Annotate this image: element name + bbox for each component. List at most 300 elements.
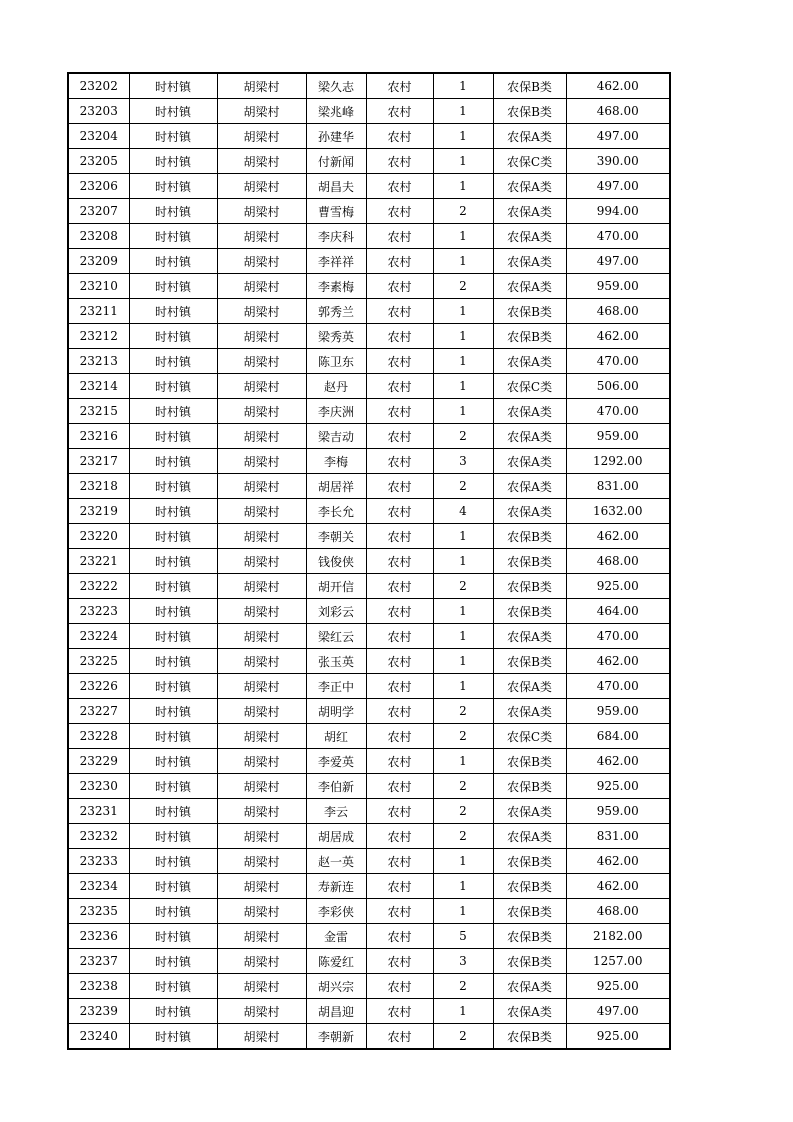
village-cell: 胡梁村 xyxy=(217,824,306,849)
town-cell: 时村镇 xyxy=(129,899,217,924)
amount-cell: 468.00 xyxy=(566,549,670,574)
amount-cell: 497.00 xyxy=(566,999,670,1024)
area-type-cell: 农村 xyxy=(366,874,433,899)
record-id-cell: 23228 xyxy=(68,724,129,749)
category-cell: 农保A类 xyxy=(493,224,566,249)
amount-cell: 831.00 xyxy=(566,474,670,499)
name-cell: 李祥祥 xyxy=(306,249,366,274)
town-cell: 时村镇 xyxy=(129,949,217,974)
name-cell: 陈卫东 xyxy=(306,349,366,374)
table-row xyxy=(68,399,670,424)
record-id-cell: 23211 xyxy=(68,299,129,324)
table-row xyxy=(68,674,670,699)
record-id-cell: 23227 xyxy=(68,699,129,724)
table-row xyxy=(68,174,670,199)
category-cell: 农保B类 xyxy=(493,924,566,949)
amount-cell: 959.00 xyxy=(566,799,670,824)
name-cell: 李朝新 xyxy=(306,1024,366,1050)
record-id-cell: 23214 xyxy=(68,374,129,399)
amount-cell: 470.00 xyxy=(566,349,670,374)
name-cell: 金雷 xyxy=(306,924,366,949)
name-cell: 李伯新 xyxy=(306,774,366,799)
area-type-cell: 农村 xyxy=(366,399,433,424)
record-id-cell: 23233 xyxy=(68,849,129,874)
name-cell: 胡红 xyxy=(306,724,366,749)
area-type-cell: 农村 xyxy=(366,299,433,324)
record-id-cell: 23218 xyxy=(68,474,129,499)
record-id-cell: 23224 xyxy=(68,624,129,649)
household-size-cell: 1 xyxy=(433,999,493,1024)
record-id-cell: 23219 xyxy=(68,499,129,524)
village-cell: 胡梁村 xyxy=(217,149,306,174)
village-cell: 胡梁村 xyxy=(217,724,306,749)
name-cell: 胡居祥 xyxy=(306,474,366,499)
category-cell: 农保A类 xyxy=(493,699,566,724)
record-id-cell: 23205 xyxy=(68,149,129,174)
category-cell: 农保A类 xyxy=(493,999,566,1024)
name-cell: 付新闻 xyxy=(306,149,366,174)
household-size-cell: 2 xyxy=(433,799,493,824)
area-type-cell: 农村 xyxy=(366,749,433,774)
village-cell: 胡梁村 xyxy=(217,349,306,374)
amount-cell: 1632.00 xyxy=(566,499,670,524)
table-row xyxy=(68,149,670,174)
amount-cell: 468.00 xyxy=(566,99,670,124)
amount-cell: 497.00 xyxy=(566,174,670,199)
village-cell: 胡梁村 xyxy=(217,799,306,824)
household-size-cell: 1 xyxy=(433,674,493,699)
area-type-cell: 农村 xyxy=(366,99,433,124)
area-type-cell: 农村 xyxy=(366,774,433,799)
category-cell: 农保A类 xyxy=(493,674,566,699)
record-id-cell: 23226 xyxy=(68,674,129,699)
household-size-cell: 1 xyxy=(433,349,493,374)
area-type-cell: 农村 xyxy=(366,624,433,649)
village-cell: 胡梁村 xyxy=(217,374,306,399)
area-type-cell: 农村 xyxy=(366,449,433,474)
record-id-cell: 23217 xyxy=(68,449,129,474)
town-cell: 时村镇 xyxy=(129,249,217,274)
amount-cell: 925.00 xyxy=(566,574,670,599)
category-cell: 农保B类 xyxy=(493,849,566,874)
record-id-cell: 23212 xyxy=(68,324,129,349)
table-row xyxy=(68,974,670,999)
table-row xyxy=(68,299,670,324)
village-cell: 胡梁村 xyxy=(217,974,306,999)
table-row xyxy=(68,274,670,299)
town-cell: 时村镇 xyxy=(129,124,217,149)
category-cell: 农保A类 xyxy=(493,799,566,824)
record-id-cell: 23230 xyxy=(68,774,129,799)
record-id-cell: 23222 xyxy=(68,574,129,599)
household-size-cell: 1 xyxy=(433,249,493,274)
name-cell: 李爱英 xyxy=(306,749,366,774)
area-type-cell: 农村 xyxy=(366,674,433,699)
category-cell: 农保B类 xyxy=(493,899,566,924)
amount-cell: 470.00 xyxy=(566,674,670,699)
village-cell: 胡梁村 xyxy=(217,699,306,724)
household-size-cell: 3 xyxy=(433,449,493,474)
town-cell: 时村镇 xyxy=(129,73,217,99)
amount-cell: 684.00 xyxy=(566,724,670,749)
village-cell: 胡梁村 xyxy=(217,99,306,124)
category-cell: 农保B类 xyxy=(493,574,566,599)
table-row xyxy=(68,949,670,974)
name-cell: 李正中 xyxy=(306,674,366,699)
category-cell: 农保B类 xyxy=(493,324,566,349)
village-cell: 胡梁村 xyxy=(217,324,306,349)
village-cell: 胡梁村 xyxy=(217,749,306,774)
table-row xyxy=(68,724,670,749)
town-cell: 时村镇 xyxy=(129,774,217,799)
amount-cell: 462.00 xyxy=(566,524,670,549)
amount-cell: 994.00 xyxy=(566,199,670,224)
village-cell: 胡梁村 xyxy=(217,999,306,1024)
name-cell: 赵丹 xyxy=(306,374,366,399)
category-cell: 农保C类 xyxy=(493,374,566,399)
town-cell: 时村镇 xyxy=(129,224,217,249)
town-cell: 时村镇 xyxy=(129,824,217,849)
category-cell: 农保B类 xyxy=(493,749,566,774)
household-size-cell: 1 xyxy=(433,849,493,874)
town-cell: 时村镇 xyxy=(129,924,217,949)
household-size-cell: 1 xyxy=(433,549,493,574)
table-row xyxy=(68,899,670,924)
town-cell: 时村镇 xyxy=(129,724,217,749)
village-cell: 胡梁村 xyxy=(217,274,306,299)
name-cell: 梁红云 xyxy=(306,624,366,649)
amount-cell: 462.00 xyxy=(566,874,670,899)
town-cell: 时村镇 xyxy=(129,349,217,374)
household-size-cell: 1 xyxy=(433,299,493,324)
village-cell: 胡梁村 xyxy=(217,474,306,499)
household-size-cell: 1 xyxy=(433,524,493,549)
record-id-cell: 23235 xyxy=(68,899,129,924)
record-id-cell: 23221 xyxy=(68,549,129,574)
amount-cell: 1292.00 xyxy=(566,449,670,474)
village-cell: 胡梁村 xyxy=(217,524,306,549)
household-size-cell: 2 xyxy=(433,199,493,224)
area-type-cell: 农村 xyxy=(366,349,433,374)
area-type-cell: 农村 xyxy=(366,924,433,949)
household-size-cell: 1 xyxy=(433,174,493,199)
table-row xyxy=(68,624,670,649)
town-cell: 时村镇 xyxy=(129,649,217,674)
amount-cell: 925.00 xyxy=(566,1024,670,1050)
table-row xyxy=(68,1024,670,1050)
village-cell: 胡梁村 xyxy=(217,449,306,474)
village-cell: 胡梁村 xyxy=(217,874,306,899)
household-size-cell: 1 xyxy=(433,649,493,674)
table-row xyxy=(68,124,670,149)
amount-cell: 506.00 xyxy=(566,374,670,399)
household-size-cell: 1 xyxy=(433,149,493,174)
household-size-cell: 5 xyxy=(433,924,493,949)
town-cell: 时村镇 xyxy=(129,749,217,774)
name-cell: 寿新连 xyxy=(306,874,366,899)
relief-roster-table xyxy=(67,72,671,1050)
name-cell: 李梅 xyxy=(306,449,366,474)
amount-cell: 462.00 xyxy=(566,324,670,349)
household-size-cell: 1 xyxy=(433,99,493,124)
name-cell: 钱俊侠 xyxy=(306,549,366,574)
village-cell: 胡梁村 xyxy=(217,949,306,974)
category-cell: 农保A类 xyxy=(493,424,566,449)
village-cell: 胡梁村 xyxy=(217,1024,306,1050)
town-cell: 时村镇 xyxy=(129,999,217,1024)
category-cell: 农保C类 xyxy=(493,724,566,749)
village-cell: 胡梁村 xyxy=(217,549,306,574)
record-id-cell: 23236 xyxy=(68,924,129,949)
record-id-cell: 23237 xyxy=(68,949,129,974)
village-cell: 胡梁村 xyxy=(217,624,306,649)
amount-cell: 462.00 xyxy=(566,649,670,674)
household-size-cell: 1 xyxy=(433,899,493,924)
area-type-cell: 农村 xyxy=(366,724,433,749)
record-id-cell: 23231 xyxy=(68,799,129,824)
record-id-cell: 23213 xyxy=(68,349,129,374)
amount-cell: 462.00 xyxy=(566,849,670,874)
name-cell: 曹雪梅 xyxy=(306,199,366,224)
category-cell: 农保B类 xyxy=(493,99,566,124)
name-cell: 赵一英 xyxy=(306,849,366,874)
category-cell: 农保A类 xyxy=(493,274,566,299)
table-row xyxy=(68,824,670,849)
town-cell: 时村镇 xyxy=(129,624,217,649)
household-size-cell: 1 xyxy=(433,399,493,424)
village-cell: 胡梁村 xyxy=(217,174,306,199)
record-id-cell: 23204 xyxy=(68,124,129,149)
town-cell: 时村镇 xyxy=(129,449,217,474)
area-type-cell: 农村 xyxy=(366,899,433,924)
area-type-cell: 农村 xyxy=(366,73,433,99)
town-cell: 时村镇 xyxy=(129,174,217,199)
table-row xyxy=(68,699,670,724)
table-row xyxy=(68,799,670,824)
name-cell: 胡明学 xyxy=(306,699,366,724)
area-type-cell: 农村 xyxy=(366,824,433,849)
category-cell: 农保C类 xyxy=(493,149,566,174)
table-row xyxy=(68,499,670,524)
amount-cell: 464.00 xyxy=(566,599,670,624)
town-cell: 时村镇 xyxy=(129,674,217,699)
village-cell: 胡梁村 xyxy=(217,649,306,674)
town-cell: 时村镇 xyxy=(129,524,217,549)
household-size-cell: 2 xyxy=(433,474,493,499)
town-cell: 时村镇 xyxy=(129,374,217,399)
table-row xyxy=(68,649,670,674)
amount-cell: 462.00 xyxy=(566,749,670,774)
category-cell: 农保B类 xyxy=(493,949,566,974)
household-size-cell: 2 xyxy=(433,274,493,299)
town-cell: 时村镇 xyxy=(129,324,217,349)
amount-cell: 1257.00 xyxy=(566,949,670,974)
household-size-cell: 2 xyxy=(433,774,493,799)
record-id-cell: 23220 xyxy=(68,524,129,549)
household-size-cell: 2 xyxy=(433,699,493,724)
category-cell: 农保A类 xyxy=(493,349,566,374)
category-cell: 农保A类 xyxy=(493,974,566,999)
category-cell: 农保A类 xyxy=(493,499,566,524)
table-row xyxy=(68,749,670,774)
amount-cell: 959.00 xyxy=(566,424,670,449)
record-id-cell: 23206 xyxy=(68,174,129,199)
amount-cell: 468.00 xyxy=(566,299,670,324)
name-cell: 李云 xyxy=(306,799,366,824)
table-row xyxy=(68,774,670,799)
table-row xyxy=(68,524,670,549)
area-type-cell: 农村 xyxy=(366,224,433,249)
household-size-cell: 2 xyxy=(433,1024,493,1050)
name-cell: 李庆科 xyxy=(306,224,366,249)
record-id-cell: 23210 xyxy=(68,274,129,299)
record-id-cell: 23240 xyxy=(68,1024,129,1050)
area-type-cell: 农村 xyxy=(366,974,433,999)
table-body xyxy=(68,73,670,1049)
category-cell: 农保A类 xyxy=(493,399,566,424)
area-type-cell: 农村 xyxy=(366,949,433,974)
village-cell: 胡梁村 xyxy=(217,299,306,324)
area-type-cell: 农村 xyxy=(366,424,433,449)
table-row xyxy=(68,449,670,474)
household-size-cell: 2 xyxy=(433,724,493,749)
area-type-cell: 农村 xyxy=(366,174,433,199)
town-cell: 时村镇 xyxy=(129,299,217,324)
amount-cell: 390.00 xyxy=(566,149,670,174)
village-cell: 胡梁村 xyxy=(217,849,306,874)
town-cell: 时村镇 xyxy=(129,974,217,999)
village-cell: 胡梁村 xyxy=(217,599,306,624)
town-cell: 时村镇 xyxy=(129,499,217,524)
record-id-cell: 23239 xyxy=(68,999,129,1024)
table-row xyxy=(68,874,670,899)
household-size-cell: 2 xyxy=(433,824,493,849)
household-size-cell: 1 xyxy=(433,224,493,249)
village-cell: 胡梁村 xyxy=(217,574,306,599)
name-cell: 胡兴宗 xyxy=(306,974,366,999)
table-row xyxy=(68,999,670,1024)
village-cell: 胡梁村 xyxy=(217,899,306,924)
record-id-cell: 23234 xyxy=(68,874,129,899)
household-size-cell: 1 xyxy=(433,624,493,649)
category-cell: 农保B类 xyxy=(493,299,566,324)
town-cell: 时村镇 xyxy=(129,199,217,224)
category-cell: 农保A类 xyxy=(493,124,566,149)
town-cell: 时村镇 xyxy=(129,274,217,299)
name-cell: 梁秀英 xyxy=(306,324,366,349)
table-row xyxy=(68,249,670,274)
amount-cell: 470.00 xyxy=(566,399,670,424)
household-size-cell: 1 xyxy=(433,324,493,349)
record-id-cell: 23203 xyxy=(68,99,129,124)
household-size-cell: 1 xyxy=(433,374,493,399)
household-size-cell: 1 xyxy=(433,749,493,774)
area-type-cell: 农村 xyxy=(366,524,433,549)
area-type-cell: 农村 xyxy=(366,199,433,224)
table-row xyxy=(68,849,670,874)
record-id-cell: 23238 xyxy=(68,974,129,999)
area-type-cell: 农村 xyxy=(366,699,433,724)
category-cell: 农保B类 xyxy=(493,649,566,674)
record-id-cell: 23223 xyxy=(68,599,129,624)
record-id-cell: 23208 xyxy=(68,224,129,249)
village-cell: 胡梁村 xyxy=(217,399,306,424)
household-size-cell: 1 xyxy=(433,874,493,899)
name-cell: 李彩侠 xyxy=(306,899,366,924)
town-cell: 时村镇 xyxy=(129,1024,217,1050)
town-cell: 时村镇 xyxy=(129,149,217,174)
area-type-cell: 农村 xyxy=(366,374,433,399)
category-cell: 农保A类 xyxy=(493,474,566,499)
name-cell: 孙建华 xyxy=(306,124,366,149)
area-type-cell: 农村 xyxy=(366,999,433,1024)
category-cell: 农保A类 xyxy=(493,824,566,849)
town-cell: 时村镇 xyxy=(129,99,217,124)
table-row xyxy=(68,574,670,599)
record-id-cell: 23209 xyxy=(68,249,129,274)
category-cell: 农保B类 xyxy=(493,874,566,899)
name-cell: 郭秀兰 xyxy=(306,299,366,324)
table-row xyxy=(68,374,670,399)
town-cell: 时村镇 xyxy=(129,799,217,824)
area-type-cell: 农村 xyxy=(366,249,433,274)
record-id-cell: 23232 xyxy=(68,824,129,849)
household-size-cell: 2 xyxy=(433,574,493,599)
village-cell: 胡梁村 xyxy=(217,124,306,149)
area-type-cell: 农村 xyxy=(366,849,433,874)
household-size-cell: 3 xyxy=(433,949,493,974)
household-size-cell: 2 xyxy=(433,974,493,999)
town-cell: 时村镇 xyxy=(129,574,217,599)
name-cell: 陈爱红 xyxy=(306,949,366,974)
area-type-cell: 农村 xyxy=(366,1024,433,1050)
household-size-cell: 1 xyxy=(433,73,493,99)
amount-cell: 470.00 xyxy=(566,624,670,649)
category-cell: 农保A类 xyxy=(493,174,566,199)
name-cell: 李长允 xyxy=(306,499,366,524)
village-cell: 胡梁村 xyxy=(217,424,306,449)
town-cell: 时村镇 xyxy=(129,599,217,624)
name-cell: 李朝关 xyxy=(306,524,366,549)
town-cell: 时村镇 xyxy=(129,549,217,574)
category-cell: 农保A类 xyxy=(493,249,566,274)
table-row xyxy=(68,224,670,249)
household-size-cell: 2 xyxy=(433,424,493,449)
name-cell: 刘彩云 xyxy=(306,599,366,624)
household-size-cell: 4 xyxy=(433,499,493,524)
category-cell: 农保B类 xyxy=(493,774,566,799)
household-size-cell: 1 xyxy=(433,124,493,149)
table-row xyxy=(68,474,670,499)
name-cell: 胡昌夫 xyxy=(306,174,366,199)
amount-cell: 462.00 xyxy=(566,73,670,99)
record-id-cell: 23207 xyxy=(68,199,129,224)
village-cell: 胡梁村 xyxy=(217,499,306,524)
name-cell: 李素梅 xyxy=(306,274,366,299)
category-cell: 农保B类 xyxy=(493,73,566,99)
area-type-cell: 农村 xyxy=(366,149,433,174)
category-cell: 农保B类 xyxy=(493,1024,566,1050)
town-cell: 时村镇 xyxy=(129,399,217,424)
amount-cell: 925.00 xyxy=(566,774,670,799)
amount-cell: 959.00 xyxy=(566,699,670,724)
town-cell: 时村镇 xyxy=(129,874,217,899)
table-row xyxy=(68,349,670,374)
area-type-cell: 农村 xyxy=(366,649,433,674)
amount-cell: 497.00 xyxy=(566,124,670,149)
town-cell: 时村镇 xyxy=(129,424,217,449)
category-cell: 农保B类 xyxy=(493,599,566,624)
